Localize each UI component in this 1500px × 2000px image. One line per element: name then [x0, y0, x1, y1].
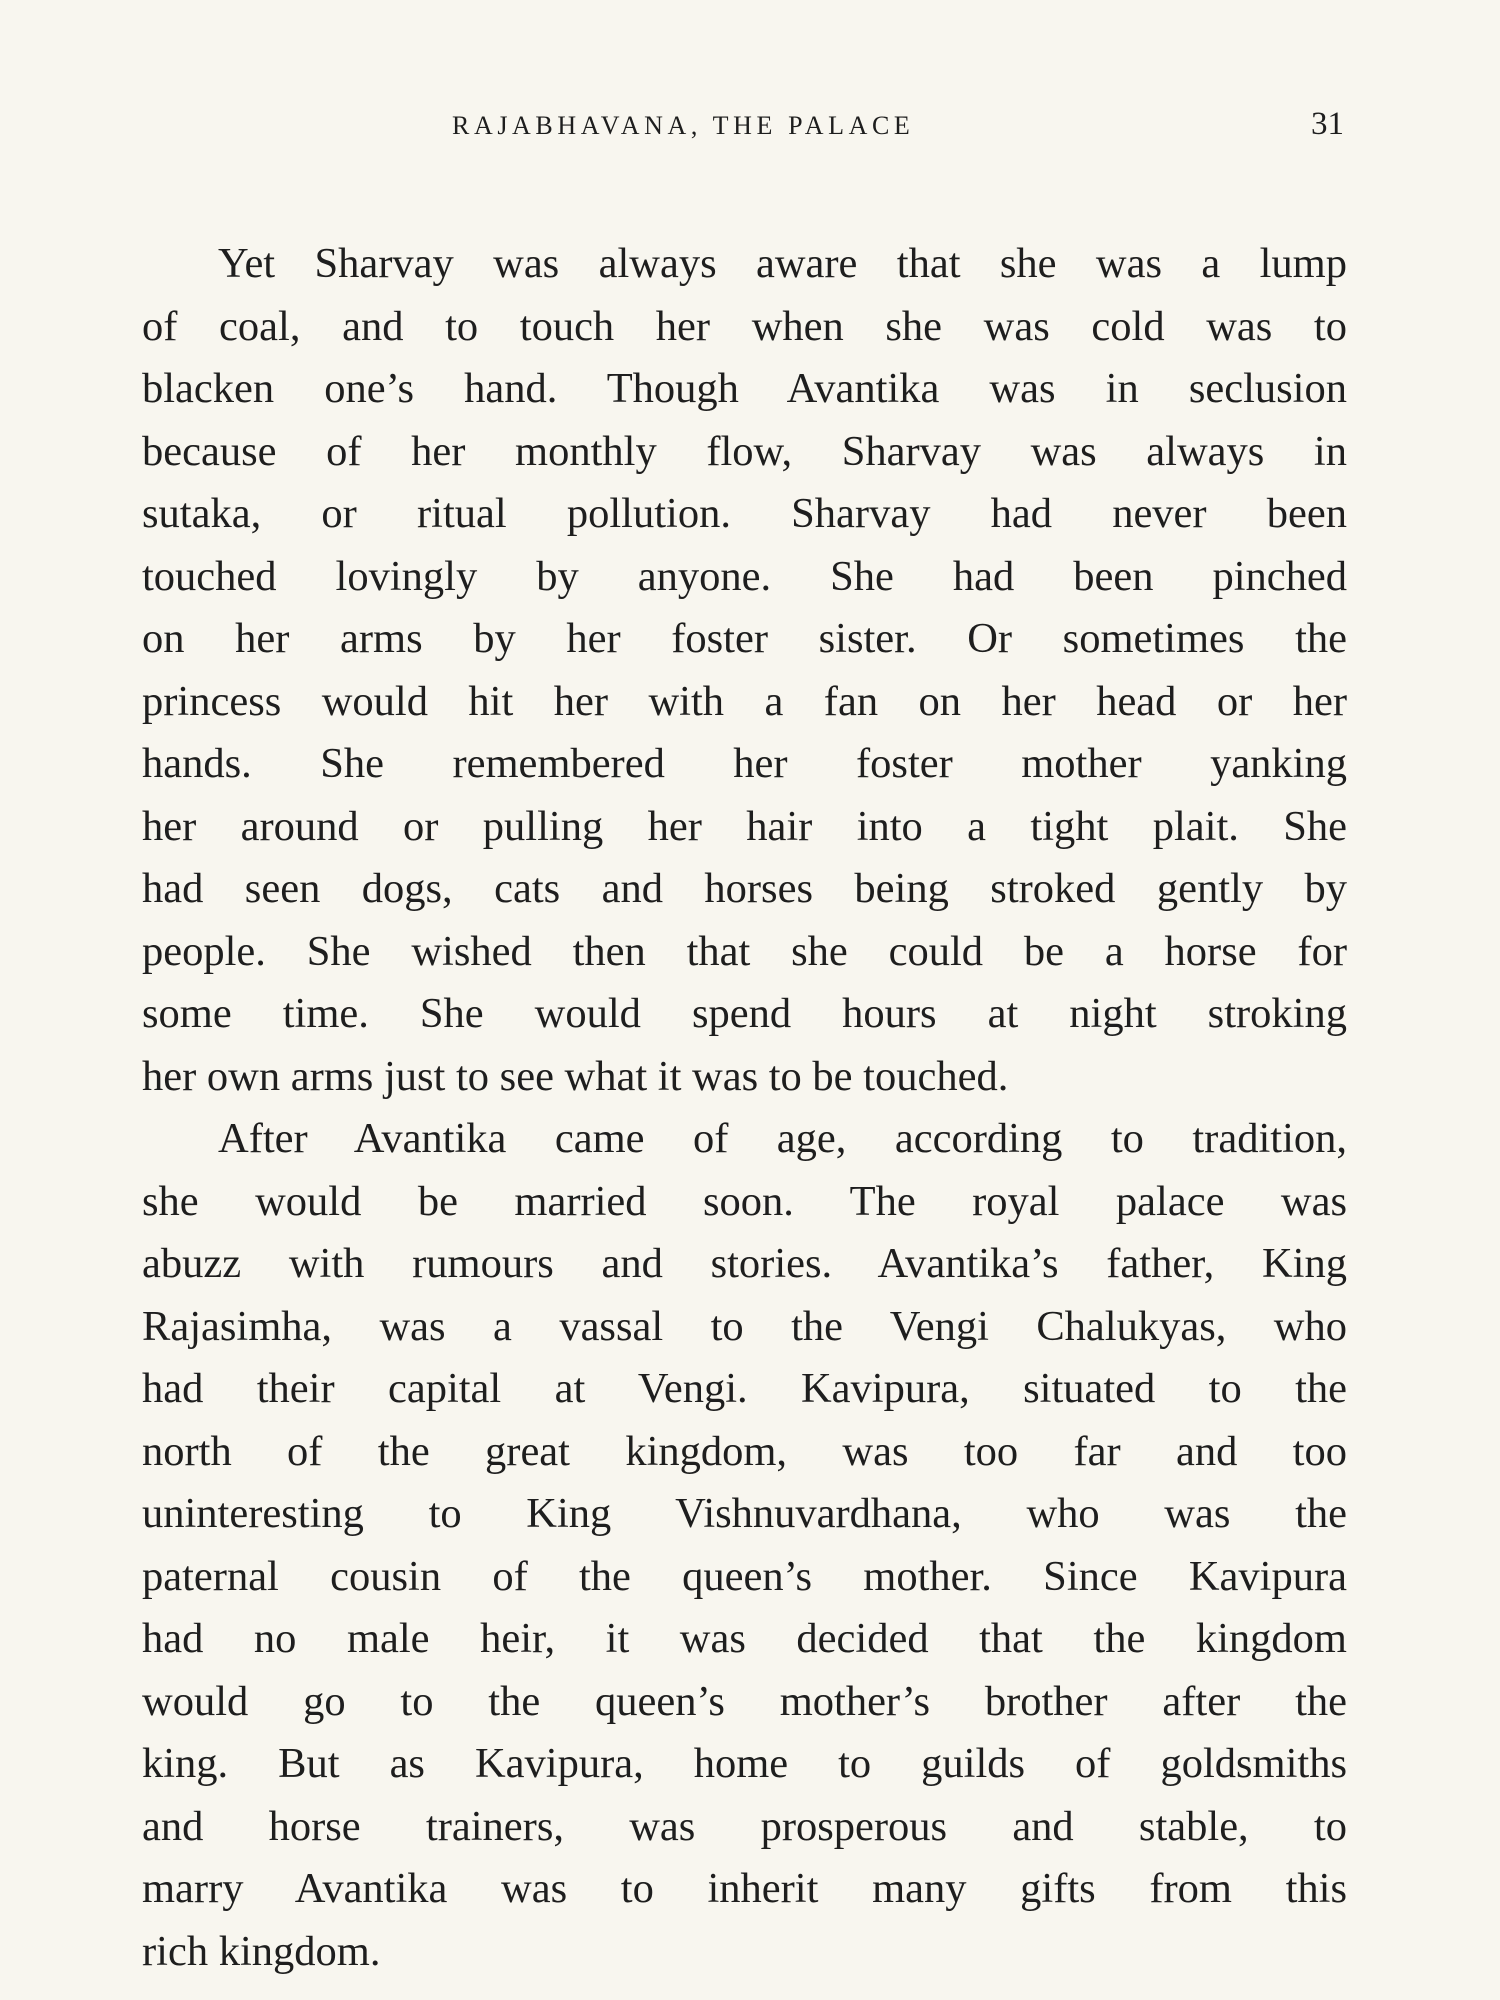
paragraph-1-line: blacken one’s hand. Though Avantika was in seclusion	[142, 365, 1347, 412]
paragraph-1-line: Yet Sharvay was always aware that she was a lump	[218, 240, 1347, 287]
paragraph-2-line: she would be married soon. The royal palace was	[142, 1177, 1347, 1225]
paragraph-2-line: Rajasimha, was a vassal to the Vengi Chalukyas, who	[142, 1302, 1347, 1350]
paragraph-2-line: had no male heir, it was decided that the kingdom	[142, 1615, 1347, 1662]
paragraph-1-line: of coal, and to touch her when she was cold was to	[142, 302, 1347, 350]
running-head	[0, 106, 1500, 146]
paragraph-1-line: sutaka, or ritual pollution. Sharvay had never been	[142, 490, 1347, 537]
paragraph-2-line: abuzz with rumours and stories. Avantika’s father, King	[142, 1240, 1347, 1287]
paragraph-2-line: king. But as Kavipura, home to guilds of goldsmiths	[142, 1740, 1347, 1787]
paragraph-2-line: and horse trainers, was prosperous and stable, to	[142, 1802, 1347, 1850]
paragraph-2-line: had their capital at Vengi. Kavipura, situated to the	[142, 1365, 1347, 1412]
paragraph-1-line: on her arms by her foster sister. Or sometimes the	[142, 615, 1347, 662]
body-text	[142, 233, 1347, 1983]
paragraph-2-line: After Avantika came of age, according to tradition,	[218, 1115, 1347, 1162]
paragraph-1-line: had seen dogs, cats and horses being stroked gently by	[142, 865, 1347, 912]
paragraph-2-line: would go to the queen’s mother’s brother after the	[142, 1677, 1347, 1725]
paragraph-1-line: touched lovingly by anyone. She had been pinched	[142, 552, 1347, 600]
page-number: 31	[1311, 106, 1344, 142]
running-title: RAJABHAVANA, THE PALACE	[452, 111, 915, 140]
paragraph-2-line: paternal cousin of the queen’s mother. Since Kavipura	[142, 1552, 1347, 1600]
paragraph-2-line: rich kingdom.	[142, 1927, 381, 1975]
paragraph-1-line: people. She wished then that she could be a horse for	[142, 927, 1347, 975]
paragraph-1-line: some time. She would spend hours at night stroking	[142, 990, 1347, 1037]
paragraph-2-line: north of the great kingdom, was too far and too	[142, 1427, 1347, 1475]
paragraph-1-line: because of her monthly flow, Sharvay was always in	[142, 427, 1347, 475]
paragraph-1-line: princess would hit her with a fan on her head or her	[142, 677, 1347, 725]
paragraph-2-line: marry Avantika was to inherit many gifts from this	[142, 1865, 1347, 1912]
paragraph-1-line: hands. She remembered her foster mother yanking	[142, 740, 1347, 787]
paragraph-2-line: uninteresting to King Vishnuvardhana, who was the	[142, 1490, 1347, 1537]
paragraph-1-line: her around or pulling her hair into a tight plait. She	[142, 802, 1347, 850]
paragraph-1-line: her own arms just to see what it was to be touched.	[142, 1052, 1009, 1100]
